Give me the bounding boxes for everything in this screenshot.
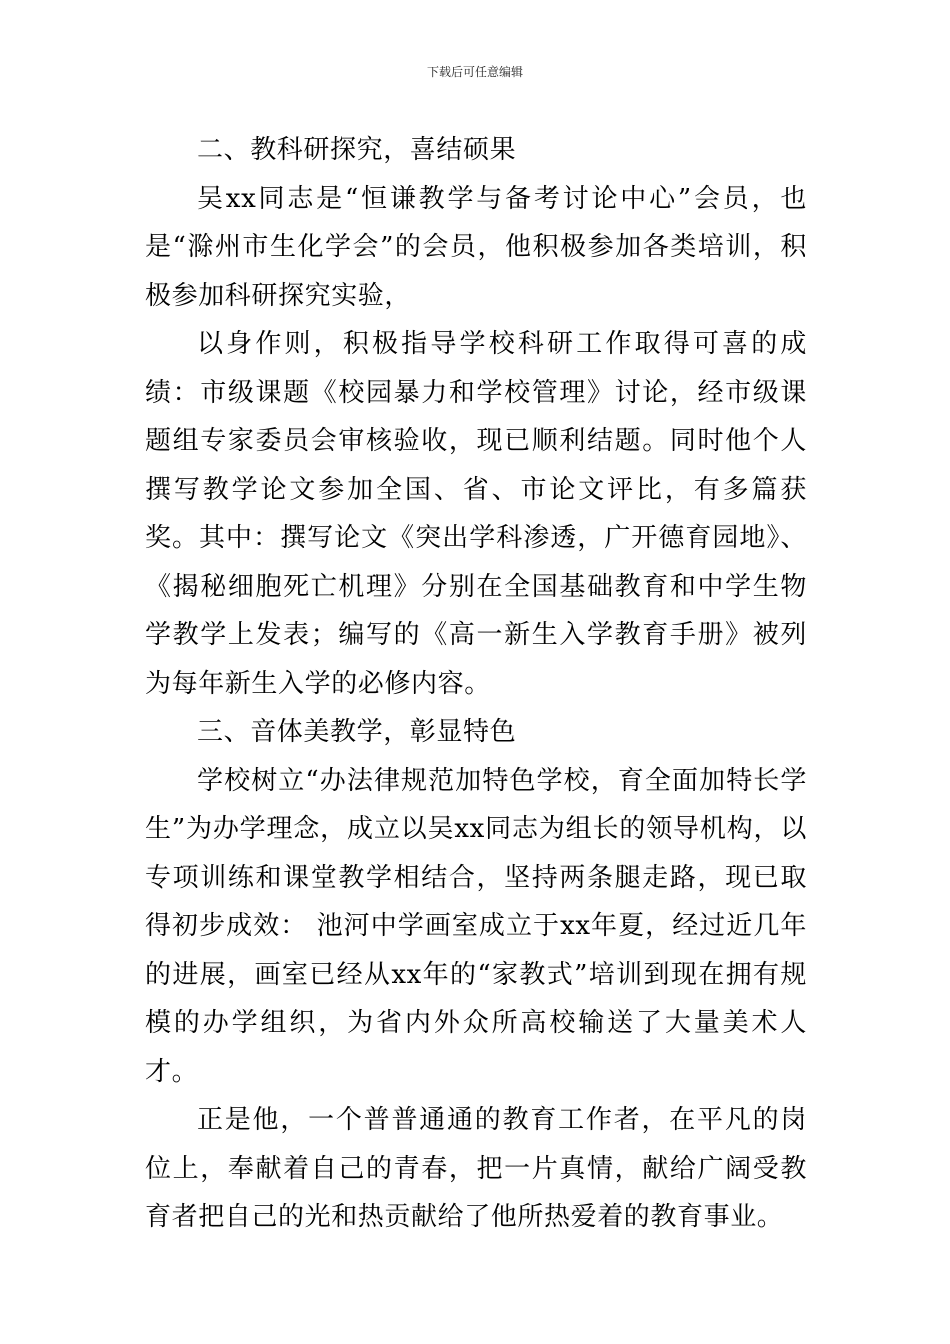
section-heading-arts: 三、音体美教学，彰显特色 bbox=[197, 717, 517, 747]
document-body bbox=[145, 126, 807, 1242]
page-header-note: 下载后可任意编辑 bbox=[426, 65, 523, 79]
section-heading-research: 二、教科研探究，喜结硕果 bbox=[197, 135, 517, 165]
paragraph-research-achievements: 以身作则，积极指导学校科研工作取得可喜的成绩：市级课题《校园暴力和学校管理》讨论，经市级课题组专家委员会审核验收，现已顺利结题。同时他个人撰写教学论文参加全国、省、市论文评比，有多篇获奖。其中：撰写论文《突出学科渗透，广开德育园地》、《揭秘细胞死亡机理》分别在全国基础教育和中学生物学教学上发表；编写的《高一新生入学教育手册》被列为每年新生入学的必修内容。 bbox=[145, 329, 807, 699]
paragraph-arts-program: 学校树立“办法律规范加特色学校，育全面加特长学生”为办学理念，成立以吴xx同志为组长的领导机构，以专项训练和课堂教学相结合，坚持两条腿走路，现已取得初步成效： 池河中学画室成立于xx年夏，经过近几年的进展，画室已经从xx年的“家教式”培训到现在拥有规模的办学组织，为省内外众所高校输送了大量美术人才。 bbox=[145, 765, 807, 1087]
paragraph-conclusion: 正是他，一个普普通通的教育工作者，在平凡的岗位上，奉献着自己的青春，把一片真情，献给广阔受教育者把自己的光和热贡献给了他所热爱着的教育事业。 bbox=[145, 1105, 807, 1232]
paragraph-membership: 吴xx同志是“恒谦教学与备考讨论中心”会员，也是“滁州市生化学会”的会员，他积极参加各类培训，积极参加科研探究实验， bbox=[145, 183, 807, 311]
